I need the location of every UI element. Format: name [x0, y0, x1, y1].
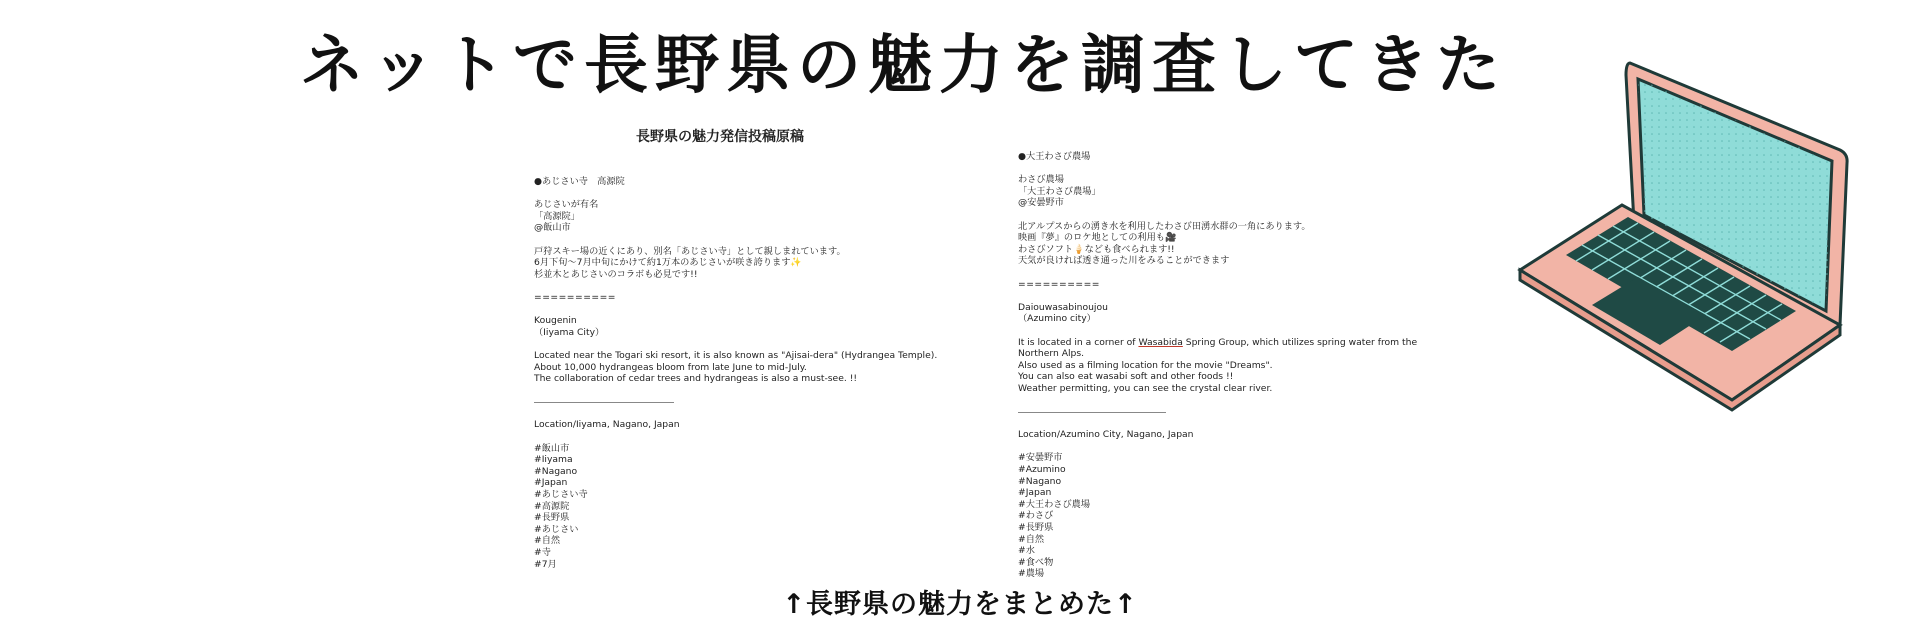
text-line: 戸狩スキー場の近くにあり、別名「あじさい寺」として親しまれています。: [534, 245, 846, 257]
text-line: It is located in a corner of Wasabida Spring Group, which utilizes spring water from the: [1018, 336, 1418, 348]
hashtag-line: #Japan: [1018, 487, 1052, 499]
blank-line: [1018, 441, 1438, 453]
divider-line: [534, 396, 954, 408]
hashtag-line: #食べ物: [1018, 556, 1054, 568]
text-line: 「高源院」: [534, 210, 580, 222]
blank-line: [1018, 209, 1438, 221]
hashtag-line: #わさび: [1018, 510, 1054, 522]
blank-line: [1018, 394, 1438, 406]
blank-line: [1018, 267, 1438, 279]
text-line: Weather permitting, you can see the crystal clear river.: [1018, 382, 1273, 394]
blank-line: [534, 385, 954, 397]
blank-line: [534, 280, 954, 292]
hashtag-line: #高源院: [534, 500, 570, 512]
hashtag-line: #7月: [534, 558, 557, 570]
document-left-column: [534, 176, 954, 570]
text-line: Location/Iiyama, Nagano, Japan: [534, 419, 680, 431]
blank-line: [1018, 418, 1438, 430]
document-right-column: [1018, 151, 1438, 580]
hashtag-line: #大王わさび農場: [1018, 498, 1091, 510]
text-line: 映画『夢』のロケ地としての利用も🎥: [1018, 232, 1177, 244]
text-line: 北アルプスからの湧き水を利用したわさび田湧水群の一角にあります。: [1018, 220, 1311, 232]
hashtag-line: #農場: [1018, 568, 1045, 580]
hashtag-line: #Iiyama: [534, 454, 573, 466]
hashtag-line: #Japan: [534, 477, 568, 489]
text-line: Located near the Togari ski resort, it is also known as "Ajisai-dera" (Hydrangea Temple).: [534, 349, 938, 361]
text-line: わさびソフト🍦なども食べられます!!: [1018, 243, 1175, 255]
text-line: @飯山市: [534, 222, 571, 234]
hashtag-line: #水: [1018, 545, 1035, 557]
text-line: ==========: [534, 291, 616, 303]
blank-line: [1018, 325, 1438, 337]
document-title: 長野県の魅力発信投稿原稿: [636, 129, 804, 145]
caption: ↑長野県の魅力をまとめた↑: [782, 589, 1138, 620]
divider-line: [1018, 406, 1438, 418]
text-line: 天気が良ければ透き通った川をみることができます: [1018, 255, 1230, 267]
blank-line: [534, 408, 954, 420]
hashtag-line: #Azumino: [1018, 464, 1066, 476]
text-line: Location/Azumino City, Nagano, Japan: [1018, 429, 1194, 441]
text-line: ==========: [1018, 278, 1100, 290]
hashtag-line: #あじさい寺: [534, 489, 588, 501]
text-line: Northern Alps.: [1018, 348, 1085, 360]
text-line: ●大王わさび農場: [1018, 151, 1091, 162]
hashtag-line: #自然: [1018, 533, 1045, 545]
text-line: 杉並木とあじさいのコラボも必見です!!: [534, 268, 698, 280]
blank-line: [534, 338, 954, 350]
hashtag-line: #飯山市: [534, 442, 570, 454]
text-line: （Azumino city）: [1018, 313, 1096, 325]
blank-line: [534, 304, 954, 316]
hashtag-line: #長野県: [1018, 522, 1054, 533]
hashtag-line: #Nagano: [534, 465, 578, 477]
text-line: 「大王わさび農場」: [1018, 185, 1101, 197]
text-line: You can also eat wasabi soft and other foods !!: [1018, 371, 1234, 383]
hashtag-line: #自然: [534, 535, 561, 547]
text-line: あじさいが有名: [534, 199, 599, 211]
text-line: わさび農場: [1018, 174, 1064, 186]
laptop-illustration: [1510, 55, 1850, 415]
text-line: @安曇野市: [1018, 197, 1064, 209]
hashtag-line: #安曇野市: [1018, 452, 1063, 464]
blank-line: [1018, 290, 1438, 302]
text-line: Daiouwasabinoujou: [1018, 301, 1108, 313]
text-line: The collaboration of cedar trees and hydrangeas is also a must-see. !!: [534, 373, 858, 385]
hashtag-line: #Nagano: [1018, 475, 1062, 487]
blank-line: [534, 188, 954, 200]
hashtag-line: #寺: [534, 547, 551, 558]
text-line: ●あじさい寺 高源院: [534, 176, 625, 187]
text-line: 6月下旬～7月中旬にかけて約1万本のあじさいが咲き誇ります✨: [534, 257, 802, 269]
hashtag-line: #長野県: [534, 512, 570, 524]
text-line: Also used as a filming location for the movie "Dreams".: [1018, 359, 1273, 371]
text-line: About 10,000 hydrangeas bloom from late June to mid-July.: [534, 361, 807, 373]
text-line: （Iiyama City）: [534, 326, 605, 338]
text-line: Kougenin: [534, 315, 577, 327]
blank-line: [534, 431, 954, 443]
hashtag-line: #あじさい: [534, 523, 579, 535]
blank-line: [534, 234, 954, 246]
headline: ネットで長野県の魅力を調査してきた: [300, 29, 1507, 103]
blank-line: [1018, 163, 1438, 175]
